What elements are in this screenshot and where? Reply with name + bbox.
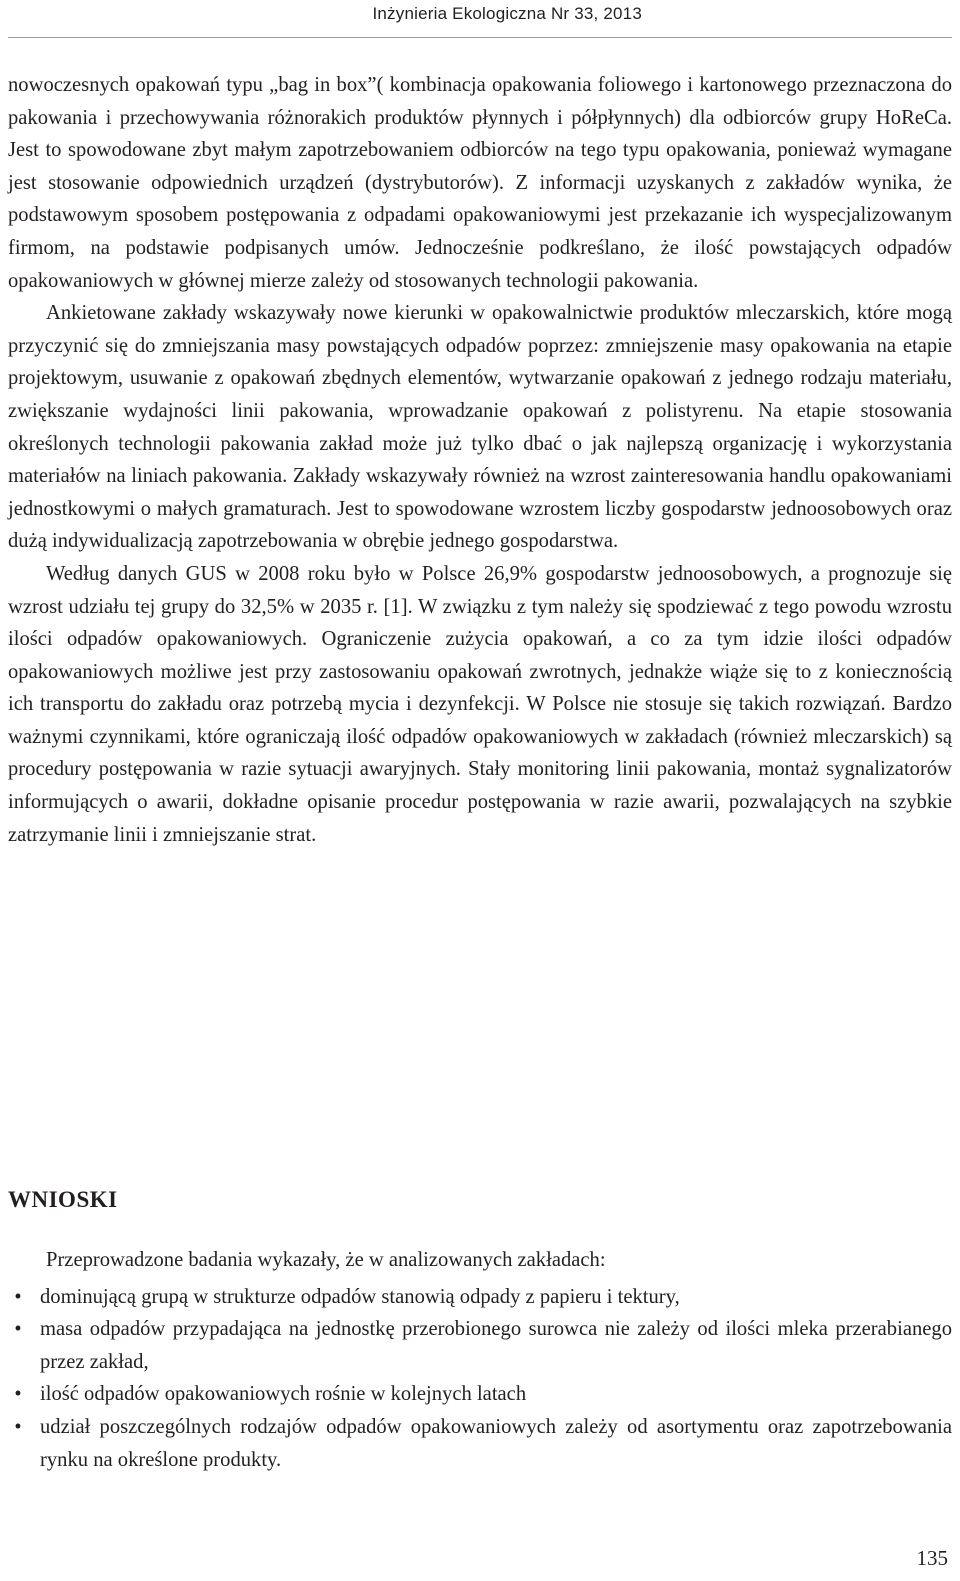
paragraph: Ankietowane zakłady wskazywały nowe kierunki w opakowalnictwie produktów mleczarskich, które mogą przyczynić się do zmniejszania masy powstających odpadów poprzez: zmniejszenie masy opakowania na etapie projektowym, usuwanie z opakowań zbędnych elementów, wytwarzanie opakowań z jednego rodzaju materiału, zwiększanie wydajności linii pakowania, wprowadzanie opakowań z polistyrenu. Na etapie stosowania określonych technologii pakowania zakład może już tylko dbać o jak najlepszą organizację i wykorzystania materiałów na liniach pakowania. Zakłady wskazywały również na wzrost zainteresowania handlu opakowaniami jednostkowymi o małych gramaturach. Jest to spowodowane wzrostem liczby gospodarstw jednoosobowych oraz dużą indywidualizacją zapotrzebowania w obrębie jednego gospodarstwa. (8, 302, 952, 553)
bullet-icon: • (14, 1415, 22, 1438)
header-divider (8, 37, 952, 38)
bullet-icon: • (14, 1318, 22, 1341)
bullet-icon: • (14, 1383, 22, 1406)
conclusions-list (8, 1281, 952, 1477)
list-item-text: masa odpadów przypadająca na jednostkę przerobionego surowca nie zależy od ilości mleka przerabianego przez zakład, (40, 1318, 952, 1373)
list-item-text: udział poszczególnych rodzajów odpadów opakowaniowych zależy od asortymentu oraz zapotrzebowania rynku na określone produkty. (40, 1415, 952, 1471)
list-item (8, 1281, 952, 1314)
bullet-icon: • (14, 1285, 22, 1308)
paragraph: Według danych GUS w 2008 roku było w Polsce 26,9% gospodarstw jednoosobowych, a prognozuje się wzrost udziału tej grupy do 32,5% w 2035 r. [1]. W związku z tym należy się spodziewać z tego powodu wzrostu ilości odpadów opakowaniowych. Ograniczenie zużycia opakowań, a co za tym idzie ilości odpadów opakowaniowych możliwe jest przy zastosowaniu opakowań zwrotnych, jednakże wiąże się to z koniecznością ich transportu do zakładu oraz potrzebą mycia i dezynfekcji. W Polsce nie stosuje się takich rozwiązań. Bardzo ważnymi czynnikami, które ograniczają ilość odpadów opakowaniowych w zakładach (również mleczarskich) są procedury postępowania w razie sytuacji awaryjnych. Stały monitoring linii pakowania, montaż sygnalizatorów informujących o awarii, dokładne opisanie procedur postępowania w razie awarii, pozwalających na szybkie zatrzymanie linii i zmniejszanie strat. (8, 562, 952, 846)
conclusions-lead: Przeprowadzone badania wykazały, że w analizowanych zakładach: (46, 1249, 606, 1271)
list-item-text: dominującą grupą w strukturze odpadów stanowią odpady z papieru i tektury, (40, 1285, 680, 1308)
list-item (8, 1313, 952, 1378)
conclusions-section (8, 1244, 952, 1476)
list-item-text: ilość odpadów opakowaniowych rośnie w kolejnych latach (40, 1383, 527, 1406)
section-heading: WNIOSKI (8, 1187, 118, 1212)
running-header: Inżynieria Ekologiczna Nr 33, 2013 (372, 4, 642, 23)
list-item (8, 1378, 952, 1411)
page-number: 135 (916, 1546, 948, 1570)
paragraph: nowoczesnych opakowań typu „bag in box”( kombinacja opakowania foliowego i kartonowego przeznaczona do pakowania i przechowywania różnorakich produktów płynnych i półpłynnych) dla odbiorców grupy HoReCa. Jest to spowodowane zbyt małym zapotrzebowaniem odbiorców na tego typu opakowania, ponieważ wymagane jest stosowanie odpowiednich urządzeń (dystrybutorów). Z informacji uzyskanych z zakładów wynika, że podstawowym sposobem postępowania z odpadami opakowaniowymi jest przekazanie ich wyspecjalizowanym firmom, na podstawie podpisanych umów. Jednocześnie podkreślano, że ilość powstających odpadów opakowaniowych w głównej mierze zależy od stosowanych technologii pakowania. (8, 74, 952, 292)
list-item (8, 1411, 952, 1476)
main-text (8, 69, 952, 851)
